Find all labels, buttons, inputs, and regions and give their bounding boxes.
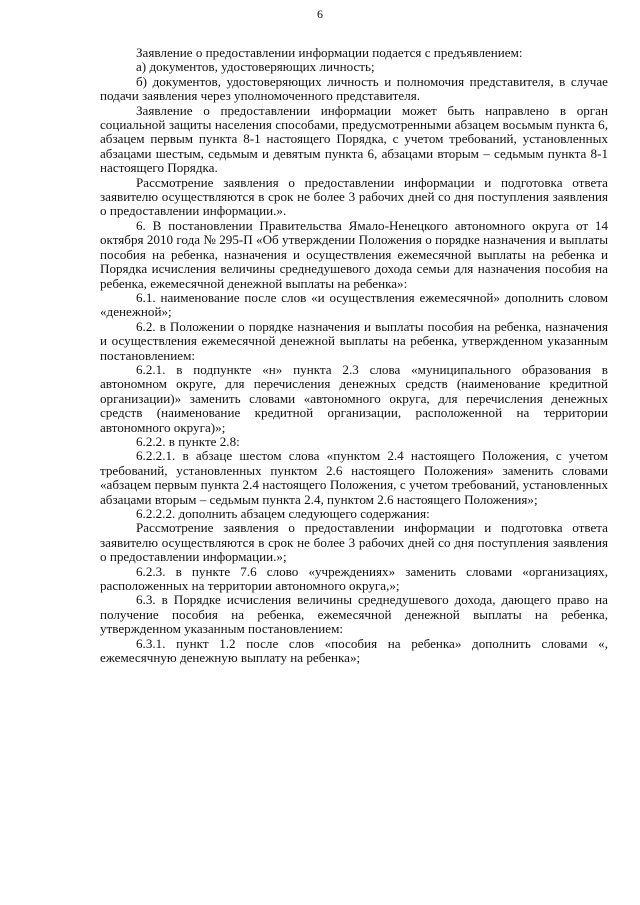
paragraph: 6.2.2.1. в абзаце шестом слова «пунктом 2.4 настоящего Положения, с учетом требований, установленных пунктом 2.6 настоящего Положения» заменить словами «абзацем первым пункта 2.4 настоящего Положения, с учетом требований, установленных абзацами вторым – седьмым пункта 2.4, пунктом 2.6 настоящего Положения»; — [100, 448, 608, 507]
paragraph: Заявление о предоставлении информации может быть направлено в орган социальной защиты населения способами, предусмотренными абзацем восьмым пункта 6, абзацем первым пункта 8-1 настоящего Порядка, с учетом требований, установленных абзацами шестым, седьмым и девятым пункта 6, абзацами вторым – седьмым пункта 8-1 настоящего Порядка. — [100, 102, 608, 176]
paragraph: 6.3.1. пункт 1.2 после слов «пособия на ребенка» дополнить словами «, ежемесячную денежную выплату на ребенка»; — [100, 635, 608, 666]
paragraph: 6. В постановлении Правительства Ямало-Ненецкого автономного округа от 14 октября 2010 года № 295-П «Об утверждении Положения о порядке назначения и выплаты пособия на ребенка, назначения и осуществления ежемесячной выплаты на ребенка и Порядка исчисления величины среднедушевого дохода семьи для назначения пособия на ребенка, ежемесячной денежной выплаты на ребенка»: — [100, 217, 608, 291]
document-body — [100, 46, 608, 665]
paragraph: Рассмотрение заявления о предоставлении информации и подготовка ответа заявителю осуществляются в срок не более 3 рабочих дней со дня поступления заявления о предоставлении информации.»; — [100, 520, 608, 565]
page-number: 6 — [317, 7, 323, 21]
paragraph: 6.2. в Положении о порядке назначения и выплаты пособия на ребенка, назначения и осуществления ежемесячной денежной выплаты на ребенка, утвержденном указанным постановлением: — [100, 318, 608, 363]
paragraph: Рассмотрение заявления о предоставлении информации и подготовка ответа заявителю осуществляются в срок не более 3 рабочих дней со дня поступления заявления о предоставлении информации.». — [100, 174, 608, 219]
paragraph: а) документов, удостоверяющих личность; — [136, 59, 375, 75]
paragraph: Заявление о предоставлении информации подается с предъявлением: — [136, 45, 523, 60]
paragraph: 6.2.2.2. дополнить абзацем следующего содержания: — [136, 506, 430, 521]
paragraph: б) документов, удостоверяющих личность и полномочия представителя, в случае подачи заявления через уполномоченного представителя. — [100, 73, 608, 104]
paragraph: 6.2.3. в пункте 7.6 слово «учреждениях» заменить словами «организациях, расположенных на территории автономного округа,»; — [100, 563, 608, 594]
paragraph: 6.1. наименование после слов «и осуществления ежемесячной» дополнить словом «денежной»; — [100, 289, 608, 320]
paragraph: 6.2.2. в пункте 2.8: — [136, 433, 240, 449]
paragraph: 6.3. в Порядке исчисления величины среднедушевого дохода, дающего право на получение пособия на ребенка, ежемесячной денежной выплаты на ребенка, утвержденном указанным постановлением: — [100, 592, 608, 637]
paragraph: 6.2.1. в подпункте «н» пункта 2.3 слова «муниципального образования в автономном округе, для перечисления денежных средств (наименование кредитной организации)» заменить словами «автономного округа, для перечисления денежных средств (наименование кредитной организации, расположенной на территории автономного округа)»; — [100, 361, 608, 435]
